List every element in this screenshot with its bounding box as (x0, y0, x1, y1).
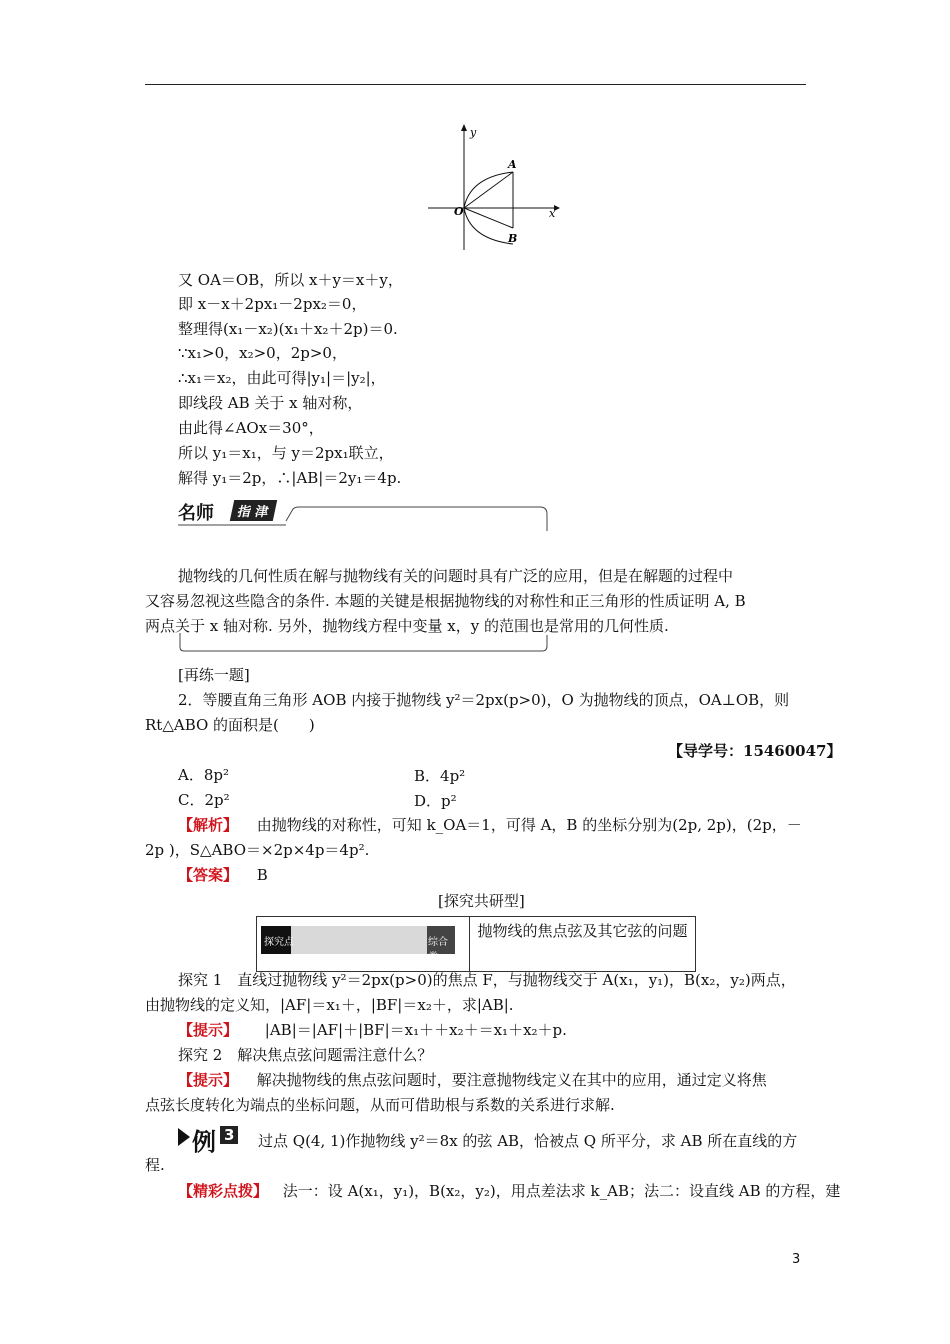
analysis-label: 【解析】 (178, 816, 239, 834)
hint-text: |AB|＝|AF|＋|BF|＝x₁＋＋x₂＋＝x₁＋x₂＋p. (264, 1021, 567, 1039)
example-text: 过点 Q(4, 1)作抛物线 y²＝8x 的弦 AB，恰被点 Q 所平分，求 AB 所在直线的方 (258, 1132, 798, 1150)
header-rule (145, 84, 806, 85)
explore-1-cont: 由抛物线的定义知，|AF|＝x₁＋，|BF|＝x₂＋，求|AB|. (145, 996, 514, 1014)
section-banner (256, 916, 696, 972)
practice-question-cont: Rt△ABO 的面积是( ) (145, 716, 315, 734)
solution-line: 解得 y₁＝2p，∴|AB|＝2y₁＝4p. (178, 469, 402, 487)
hint-label: 【提示】 (178, 1071, 239, 1089)
example-number: 3 (220, 1126, 238, 1144)
teacher-tip-line: 又容易忽视这些隐含的条件. 本题的关键是根据抛物线的对称性和正三角形的性质证明 A, B (145, 592, 746, 610)
explore-1: 探究 1 直线过抛物线 y²＝2px(p>0)的焦点 F，与抛物线交于 A(x₁，y₁)，B(x₂，y₂)两点， (178, 971, 796, 989)
tip-text: 法一：设 A(x₁，y₁)，B(x₂，y₂)，用点差法求 k_AB；法二：设直线 AB 的方程，建 (282, 1182, 841, 1200)
hint-row-2 (178, 1070, 767, 1090)
analysis-text: 由抛物线的对称性，可知 k_OA＝1，可得 A，B 的坐标分别为(2p, 2p)，(2p，－ (256, 816, 802, 834)
example-badge (178, 1124, 240, 1156)
label-y: y (470, 126, 477, 139)
answer-label: 【答案】 (178, 866, 239, 884)
arrow-icon (178, 1128, 190, 1146)
teacher-tip-line: 两点关于 x 轴对称. 另外，抛物线方程中变量 x，y 的范围也是常用的几何性质. (145, 617, 669, 635)
hint-row-1 (178, 1020, 567, 1040)
explore-point-badge: 探究点 (261, 926, 427, 954)
solution-line: 即 x－x＋2px₁－2px₂＝0， (178, 295, 367, 313)
practice-question: 2．等腰直角三角形 AOB 内接于抛物线 y²＝2px(p>0)，O 为抛物线的顶点，OA⊥OB，则 (178, 691, 790, 709)
teacher-tag-badge: 指 津 (230, 500, 277, 521)
teacher-tip-line: 抛物线的几何性质在解与抛物线有关的问题时具有广泛的应用，但是在解题的过程中 (178, 567, 734, 585)
label-o: O (454, 205, 464, 218)
solution-line: ∴x₁＝x₂，由此可得|y₁|＝|y₂|， (178, 369, 386, 387)
tip-row (178, 1181, 840, 1201)
label-b: B (508, 232, 518, 245)
tip-label: 【精彩点拨】 (178, 1182, 269, 1200)
section-heading: [探究共研型] (438, 892, 525, 910)
parabola-lower (464, 208, 513, 244)
analysis-text-cont: 2p )，S△ABO＝×2p×4p＝4p². (145, 841, 370, 859)
analysis-row (178, 815, 802, 835)
page-number: 3 (792, 1252, 801, 1267)
segment-oa (464, 172, 513, 208)
hint-text: 解决抛物线的焦点弦问题时，要注意抛物线定义在其中的应用，通过定义将焦 (256, 1071, 767, 1089)
solution-line: 即线段 AB 关于 x 轴对称， (178, 394, 363, 412)
parabola-figure (420, 122, 560, 254)
example-label: 例 (192, 1128, 216, 1156)
hint-text-cont: 点弦长度转化为端点的坐标问题，从而可借助根与系数的关系进行求解. (145, 1096, 615, 1114)
option-c: C．2p² (178, 791, 230, 809)
option-d: D．p² (414, 792, 457, 810)
hint-label: 【提示】 (178, 1021, 239, 1039)
solution-line: 所以 y₁＝x₁，与 y＝2px₁联立， (178, 444, 394, 462)
guide-number: 【导学号：15460047】 (668, 742, 842, 760)
solution-line: 由此得∠AOx＝30°， (178, 419, 324, 437)
y-axis-arrow (461, 124, 467, 131)
option-b: B．4p² (414, 767, 466, 785)
teacher-tag-label: 名师 (178, 503, 214, 524)
option-a: A．8p² (178, 766, 229, 784)
label-a: A (508, 158, 517, 171)
answer-value: B (256, 866, 268, 884)
section-title: 抛物线的焦点弦及其它弦的问题 (469, 917, 695, 971)
answer-row (178, 865, 268, 885)
example-text-cont: 程. (145, 1156, 165, 1174)
solution-line: 又 OA＝OB，所以 x＋y＝x＋y， (178, 271, 403, 289)
category-badge: 综合类 (427, 926, 455, 954)
solution-line: 整理得(x₁－x₂)(x₁＋x₂＋2p)＝0. (178, 320, 398, 338)
practice-heading: [再练一题] (178, 666, 250, 684)
label-x: x (549, 207, 556, 220)
solution-line: ∵x₁>0，x₂>0，2p>0， (178, 344, 347, 362)
explore-2: 探究 2 解决焦点弦问题需注意什么？ (178, 1046, 433, 1064)
